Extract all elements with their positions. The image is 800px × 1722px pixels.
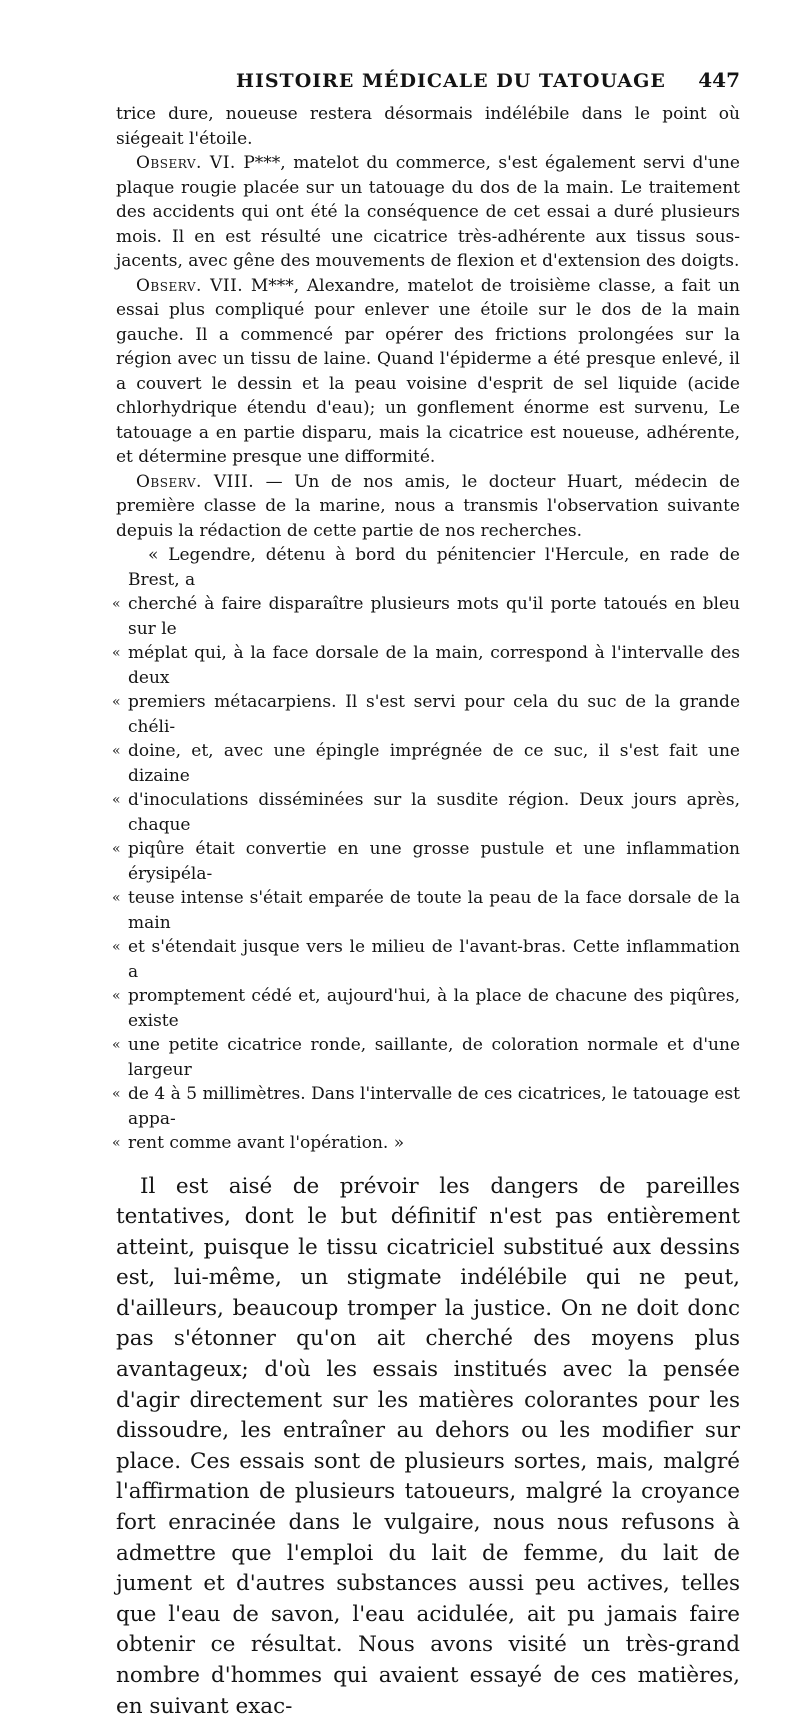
quote-line: « une petite cicatrice ronde, saillante, de coloration normale et d'une largeur (116, 1033, 740, 1082)
observation-vi (116, 151, 740, 274)
observation-text: — Un de nos amis, le docteur Huart, médecin de première classe de la marine, nous a transmis l'observation suivante depuis la rédaction de cette partie de nos recherches. (116, 472, 740, 541)
main-text-block (116, 1172, 740, 1722)
observation-text: P***, matelot du commerce, s'est également servi d'une plaque rougie placée sur un tatouage du dos de la main. Le traitement des accidents qui ont été la conséquence de cet essai a duré plusieurs mois. Il en est résulté une cicatrice très-adhérente aux tissus sous-jacents, avec gêne des mouvements de flexion et d'extension des doigts. (116, 153, 740, 271)
quote-line: « rent comme avant l'opération. » (116, 1131, 740, 1156)
observations-block (116, 102, 740, 543)
observation-label: Observ. VIII. (136, 472, 254, 492)
quote-line: « méplat qui, à la face dorsale de la main, correspond à l'intervalle des deux (116, 641, 740, 690)
observation-viii (116, 470, 740, 544)
quote-line: « promptement cédé et, aujourd'hui, à la place de chacune des piqûres, existe (116, 984, 740, 1033)
quote-line: « et s'étendait jusque vers le milieu de l'avant-bras. Cette inflammation a (116, 935, 740, 984)
page-body (116, 102, 740, 1722)
quote-line: « piqûre était convertie en une grosse pustule et une inflammation érysipéla- (116, 837, 740, 886)
quote-line: « doine, et, avec une épingle imprégnée de ce suc, il s'est fait une dizaine (116, 739, 740, 788)
page-header (116, 66, 740, 96)
running-title: HISTOIRE MÉDICALE DU TATOUAGE (236, 70, 666, 92)
observation-label: Observ. VII. (136, 276, 243, 296)
quote-line: « cherché à faire disparaître plusieurs mots qu'il porte tatoués en bleu sur le (116, 592, 740, 641)
observation-label: Observ. VI. (136, 153, 236, 173)
paragraph-continuation: trice dure, noueuse restera désormais indélébile dans le point où siégeait l'étoile. (116, 102, 740, 151)
observation-vii (116, 274, 740, 470)
page-number: 447 (698, 68, 740, 92)
main-paragraph: Il est aisé de prévoir les dangers de pareilles tentatives, dont le but définitif n'est pas entièrement atteint, puisque le tissu cicatriciel substitué aux dessins est, lui-même, un stigmate indélébile qui ne peut, d'ailleurs, beaucoup tromper la justice. On ne doit donc pas s'étonner qu'on ait cherché des moyens plus avantageux; d'où les essais institués avec la pensée d'agir directement sur les matières colorantes pour les dissoudre, les entraîner au dehors ou les modifier sur place. Ces essais sont de plusieurs sortes, mais, malgré l'affirmation de plusieurs tatoueurs, malgré la croyance fort enracinée dans le vulgaire, nous nous refusons à admettre que l'emploi du lait de femme, du lait de jument et d'autres substances aussi peu actives, telles que l'eau de savon, l'eau acidulée, ait pu jamais faire obtenir ce résultat. Nous avons visité un très-grand nombre d'hommes qui avaient essayé de ces matières, en suivant exac- (116, 1172, 740, 1722)
quoted-observation (116, 543, 740, 1156)
quote-line: « d'inoculations disséminées sur la susdite région. Deux jours après, chaque (116, 788, 740, 837)
quote-line: « premiers métacarpiens. Il s'est servi pour cela du suc de la grande chéli- (116, 690, 740, 739)
quote-line: « de 4 à 5 millimètres. Dans l'intervalle de ces cicatrices, le tatouage est appa- (116, 1082, 740, 1131)
observation-text: M***, Alexandre, matelot de troisième classe, a fait un essai plus compliqué pour enlever une étoile sur le dos de la main gauche. Il a commencé par opérer des frictions prolongées sur la région avec un tissu de laine. Quand l'épiderme a été presque enlevé, il a couvert le dessin et la peau voisine d'esprit de sel liquide (acide chlorhydrique étendu d'eau); un gonflement énorme est survenu, Le tatouage a en partie disparu, mais la cicatrice est noueuse, adhérente, et détermine presque une difformité. (116, 276, 740, 468)
quote-line: « Legendre, détenu à bord du pénitencier l'Hercule, en rade de Brest, a (116, 543, 740, 592)
quote-line: « teuse intense s'était emparée de toute la peau de la face dorsale de la main (116, 886, 740, 935)
